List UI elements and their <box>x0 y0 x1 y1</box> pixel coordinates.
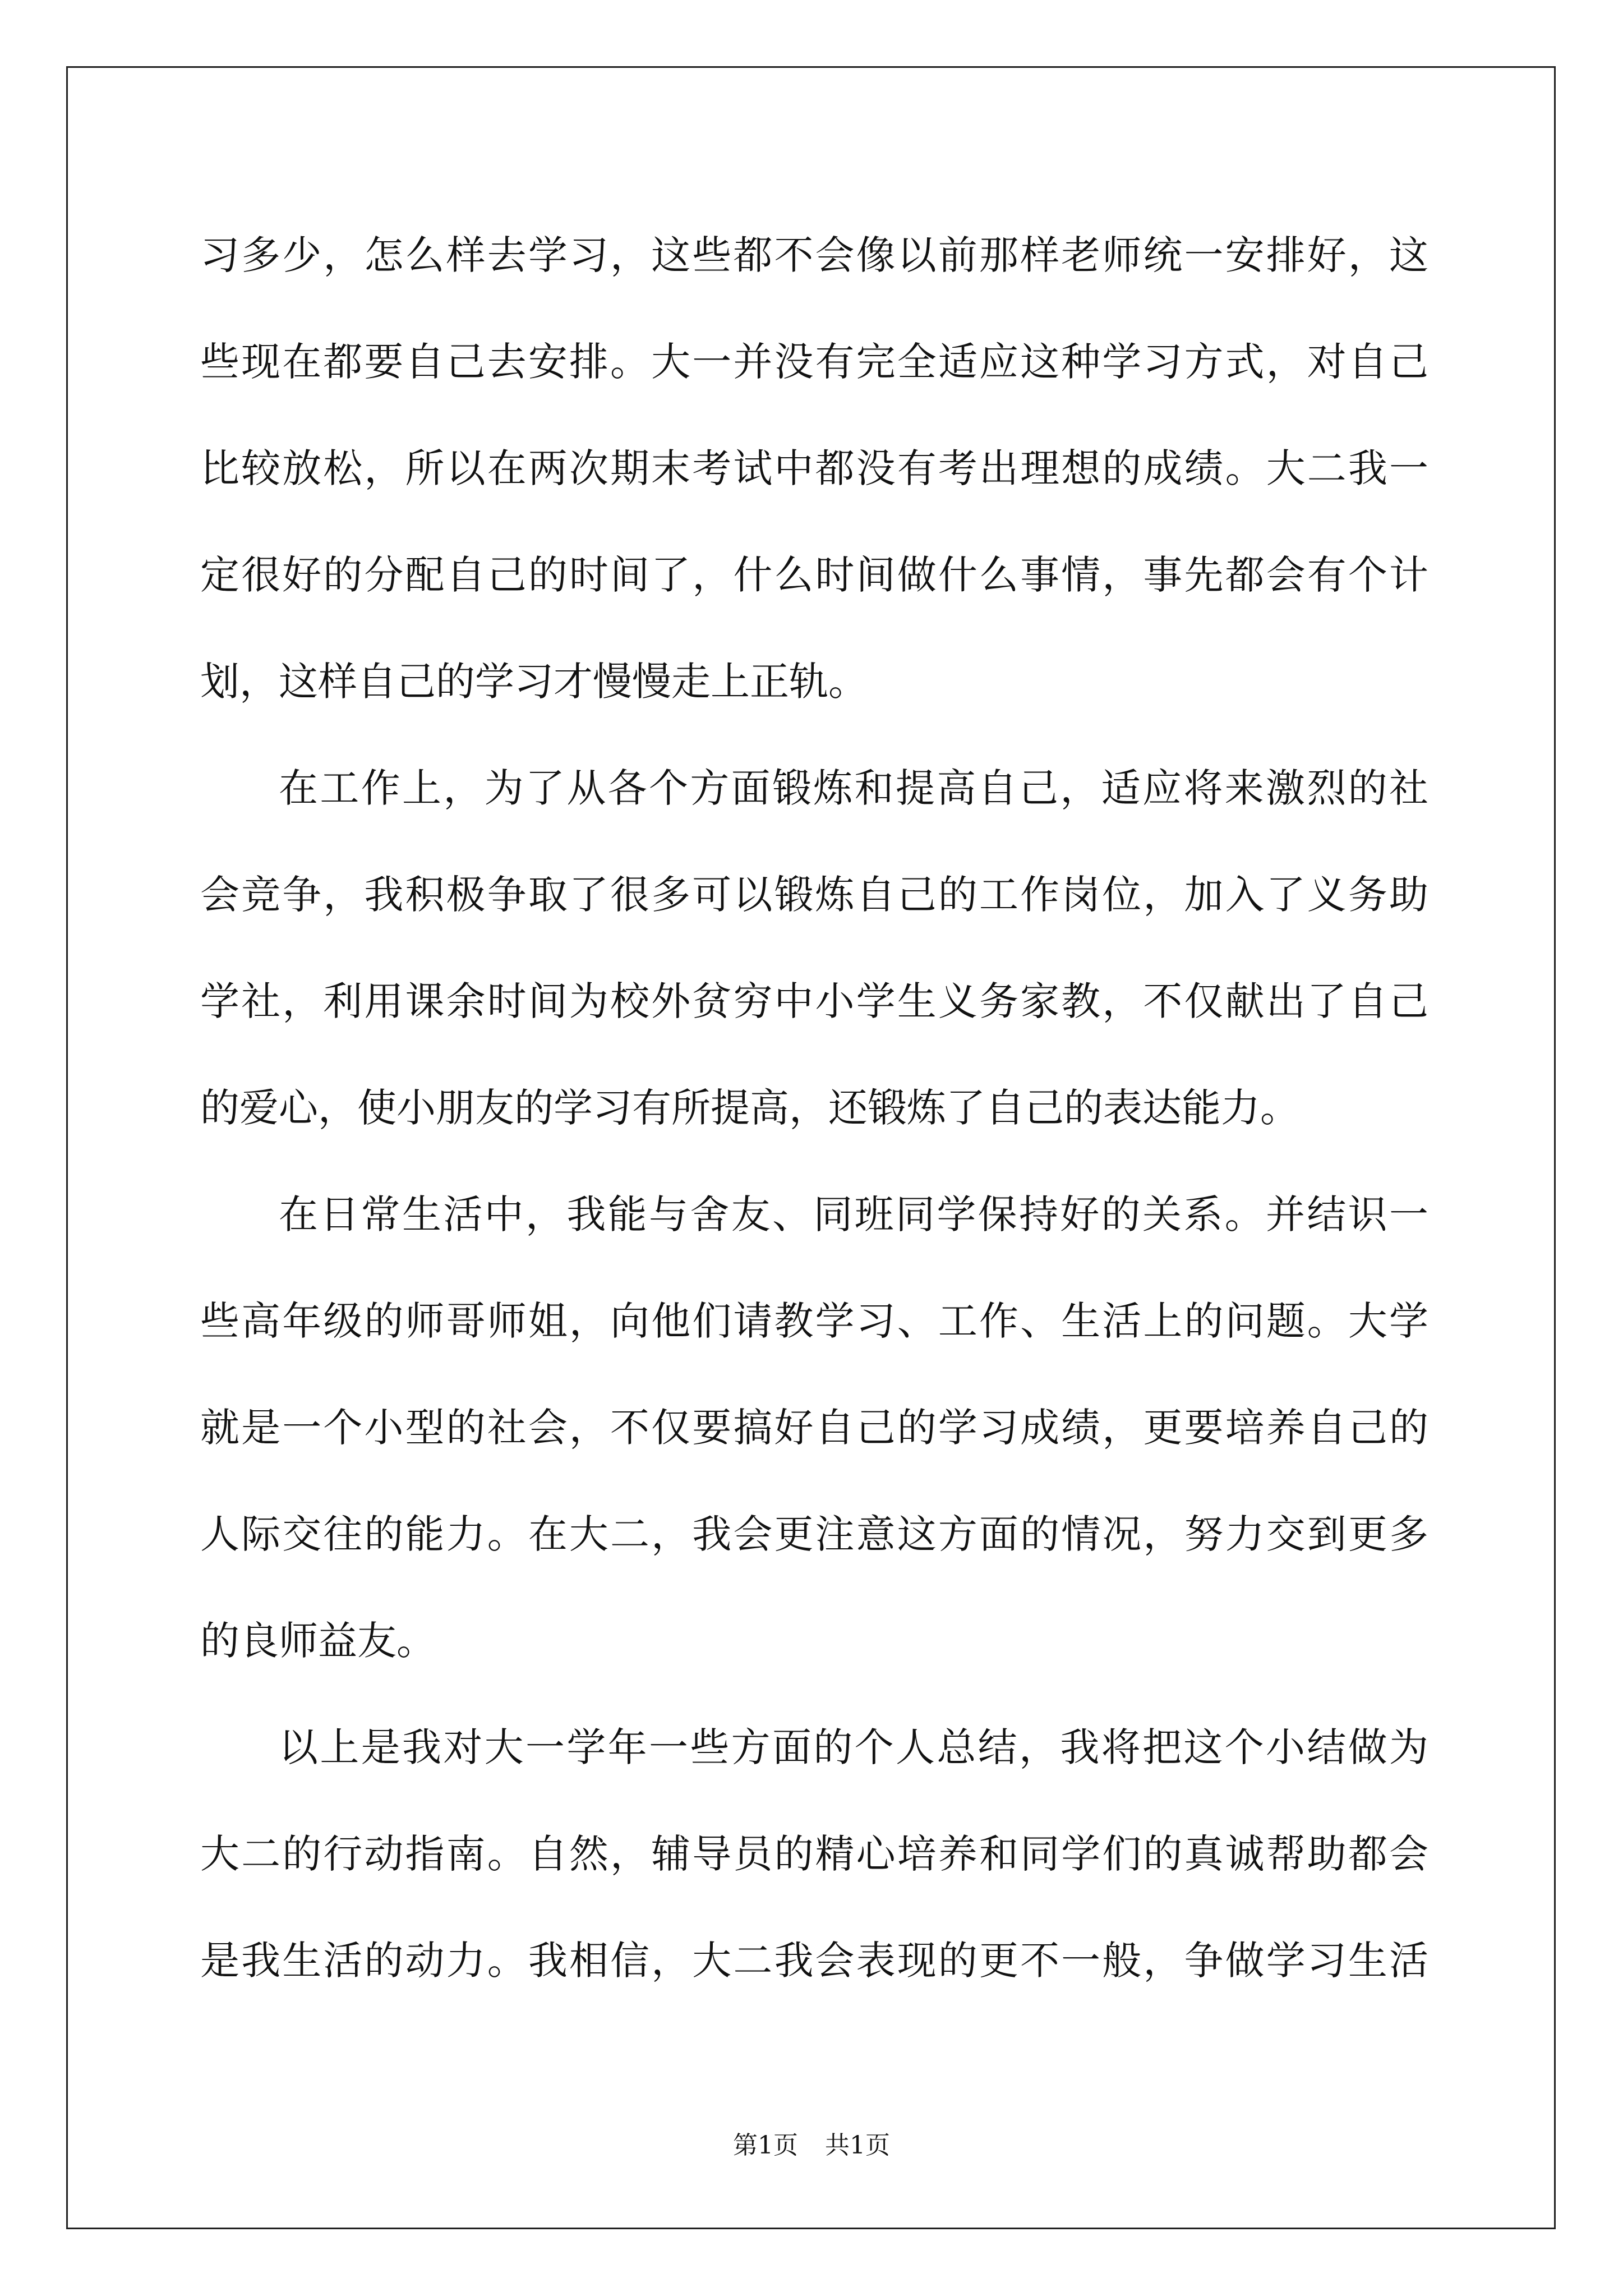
text-line: 就是一个小型的社会，不仅要搞好自己的学习成绩，更要培养自己的 <box>200 1405 1428 1451</box>
text-line: 的良师益友。 <box>200 1618 436 1664</box>
text-line: 会竞争，我积极争取了很多可以锻炼自己的工作岗位，加入了义务助 <box>200 872 1428 918</box>
text-line: 学社，利用课余时间为校外贫穷中小学生义务家教，不仅献出了自己 <box>200 978 1428 1024</box>
text-line: 定很好的分配自己的时间了，什么时间做什么事情，事先都会有个计 <box>200 552 1428 598</box>
text-line: 些高年级的师哥师姐，向他们请教学习、工作、生活上的问题。大学 <box>200 1298 1428 1344</box>
paragraph-first-line: 在日常生活中，我能与舍友、同班同学保持好的关系。并结识一 <box>279 1191 1428 1237</box>
text-line: 划，这样自己的学习才慢慢走上正轨。 <box>200 659 868 705</box>
text-line: 习多少，怎么样去学习，这些都不会像以前那样老师统一安排好，这 <box>200 232 1428 278</box>
page-footer <box>0 2129 1623 2162</box>
page-number-total: 共1页 <box>825 2131 890 2160</box>
text-line: 比较放松，所以在两次期末考试中都没有考出理想的成绩。大二我一 <box>200 445 1428 491</box>
text-line: 的爱心，使小朋友的学习有所提高，还锻炼了自己的表达能力。 <box>200 1085 1299 1131</box>
page-number-current: 第1页 <box>733 2131 798 2160</box>
text-line: 些现在都要自己去安排。大一并没有完全适应这种学习方式，对自己 <box>200 339 1428 385</box>
text-line: 是我生活的动力。我相信，大二我会表现的更不一般，争做学习生活 <box>200 1938 1428 1984</box>
document-body <box>200 202 1428 2014</box>
paragraph-first-line: 以上是我对大一学年一些方面的个人总结，我将把这个小结做为 <box>279 1724 1428 1770</box>
text-line: 大二的行动指南。自然，辅导员的精心培养和同学们的真诚帮助都会 <box>200 1831 1428 1877</box>
text-line: 人际交往的能力。在大二，我会更注意这方面的情况，努力交到更多 <box>200 1511 1428 1557</box>
paragraph-first-line: 在工作上，为了从各个方面锻炼和提高自己，适应将来激烈的社 <box>279 765 1428 811</box>
